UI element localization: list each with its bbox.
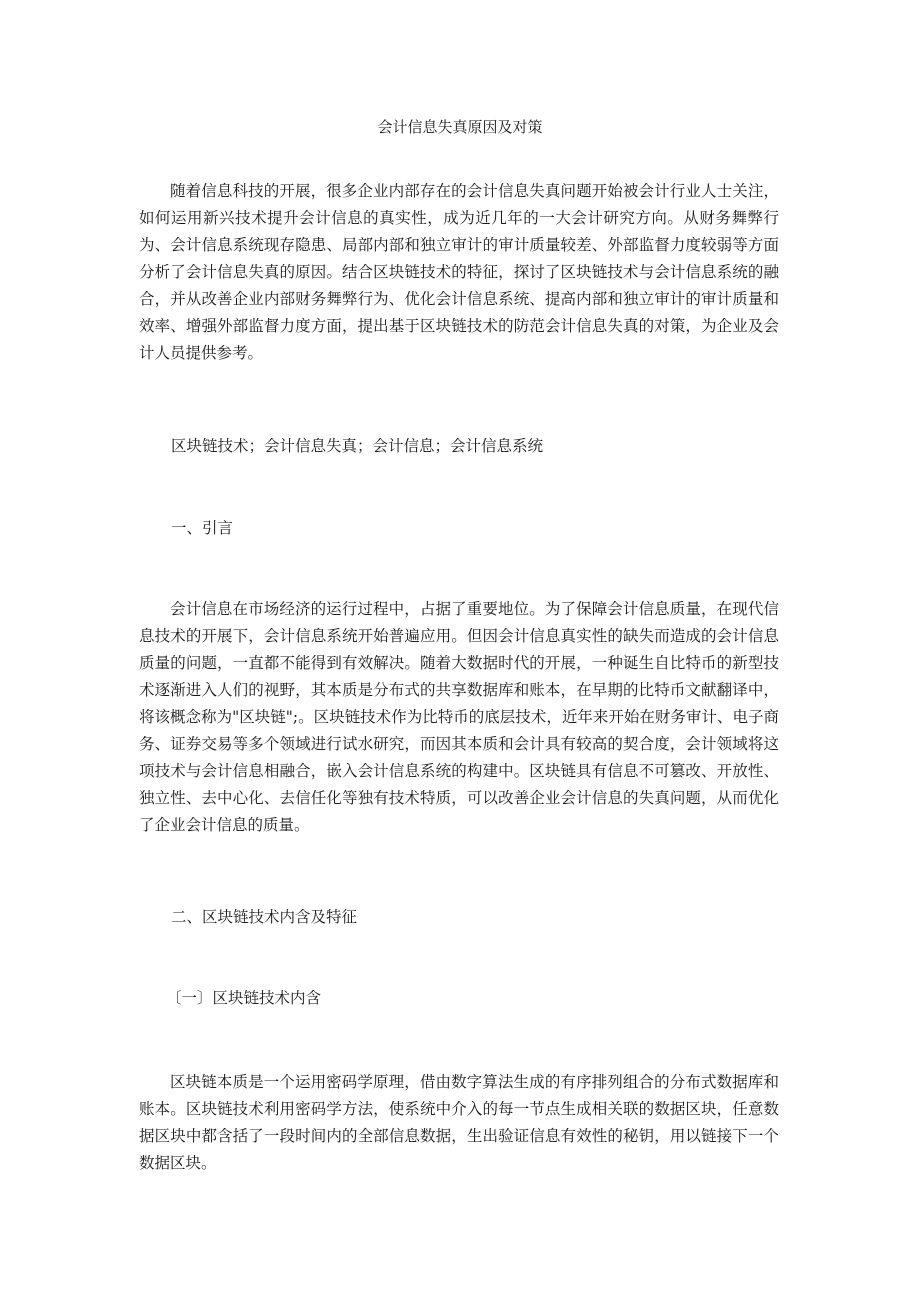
section-1-heading: 一、引言 — [171, 519, 234, 537]
section-2-1-paragraph: 区块链本质是一个运用密码学原理，借由数字算法生成的有序排列组合的分布式数据库和账本。区块链技术利用密码学方法，使系统中介入的每一节点生成相关联的数据区块，任意数据区块中都含括了一段时间内的全部信息数据，生出验证信息有效性的秘钥，用以链接下一个数据区块。 — [139, 1073, 779, 1172]
section-2-1-heading: 〔一〕区块链技术内含 — [166, 989, 322, 1007]
keywords-line: 区块链技术；会计信息失真；会计信息；会计信息系统 — [171, 437, 544, 455]
abstract-paragraph: 随着信息科技的开展，很多企业内部存在的会计信息失真问题开始被会计行业人士关注，如何运用新兴技术提升会计信息的真实性，成为近几年的一大会计研究方向。从财务舞弊行为、会计信息系统现存隐患、局部内部和独立审计的审计质量较差、外部监督力度较弱等方面分析了会计信息失真的原因。结合区块链技术的特征，探讨了区块链技术与会计信息系统的融合，并从改善企业内部财务舞弊行为、优化会计信息系统、提高内部和独立审计的审计质量和效率、增强外部监督力度方面，提出基于区块链技术的防范会计信息失真的对策，为企业及会计人员提供参考。 — [139, 182, 779, 362]
section-1-paragraph: 会计信息在市场经济的运行过程中，占据了重要地位。为了保障会计信息质量，在现代信息技术的开展下，会计信息系统开始普遍应用。但因会计信息真实性的缺失而造成的会计信息质量的问题，一直都不能得到有效解决。随着大数据时代的开展，一种诞生自比特币的新型技术逐渐进入人们的视野，其本质是分布式的共享数据库和账本，在早期的比特币文献翻译中，将该概念称为"区块链";。区块链技术作为比特币的底层技术，近年来开始在财务审计、电子商务、证券交易等多个领域进行试水研究，而因其本质和会计具有较高的契合度，会计领域将这项技术与会计信息相融合，嵌入会计信息系统的构建中。区块链具有信息不可篡改、开放性、独立性、去中心化、去信任化等独有技术特质，可以改善企业会计信息的失真问题，从而优化了企业会计信息的质量。 — [139, 600, 779, 834]
document-title: 会计信息失真原因及对策 — [377, 118, 543, 136]
section-2-heading: 二、区块链技术内含及特征 — [171, 908, 358, 926]
